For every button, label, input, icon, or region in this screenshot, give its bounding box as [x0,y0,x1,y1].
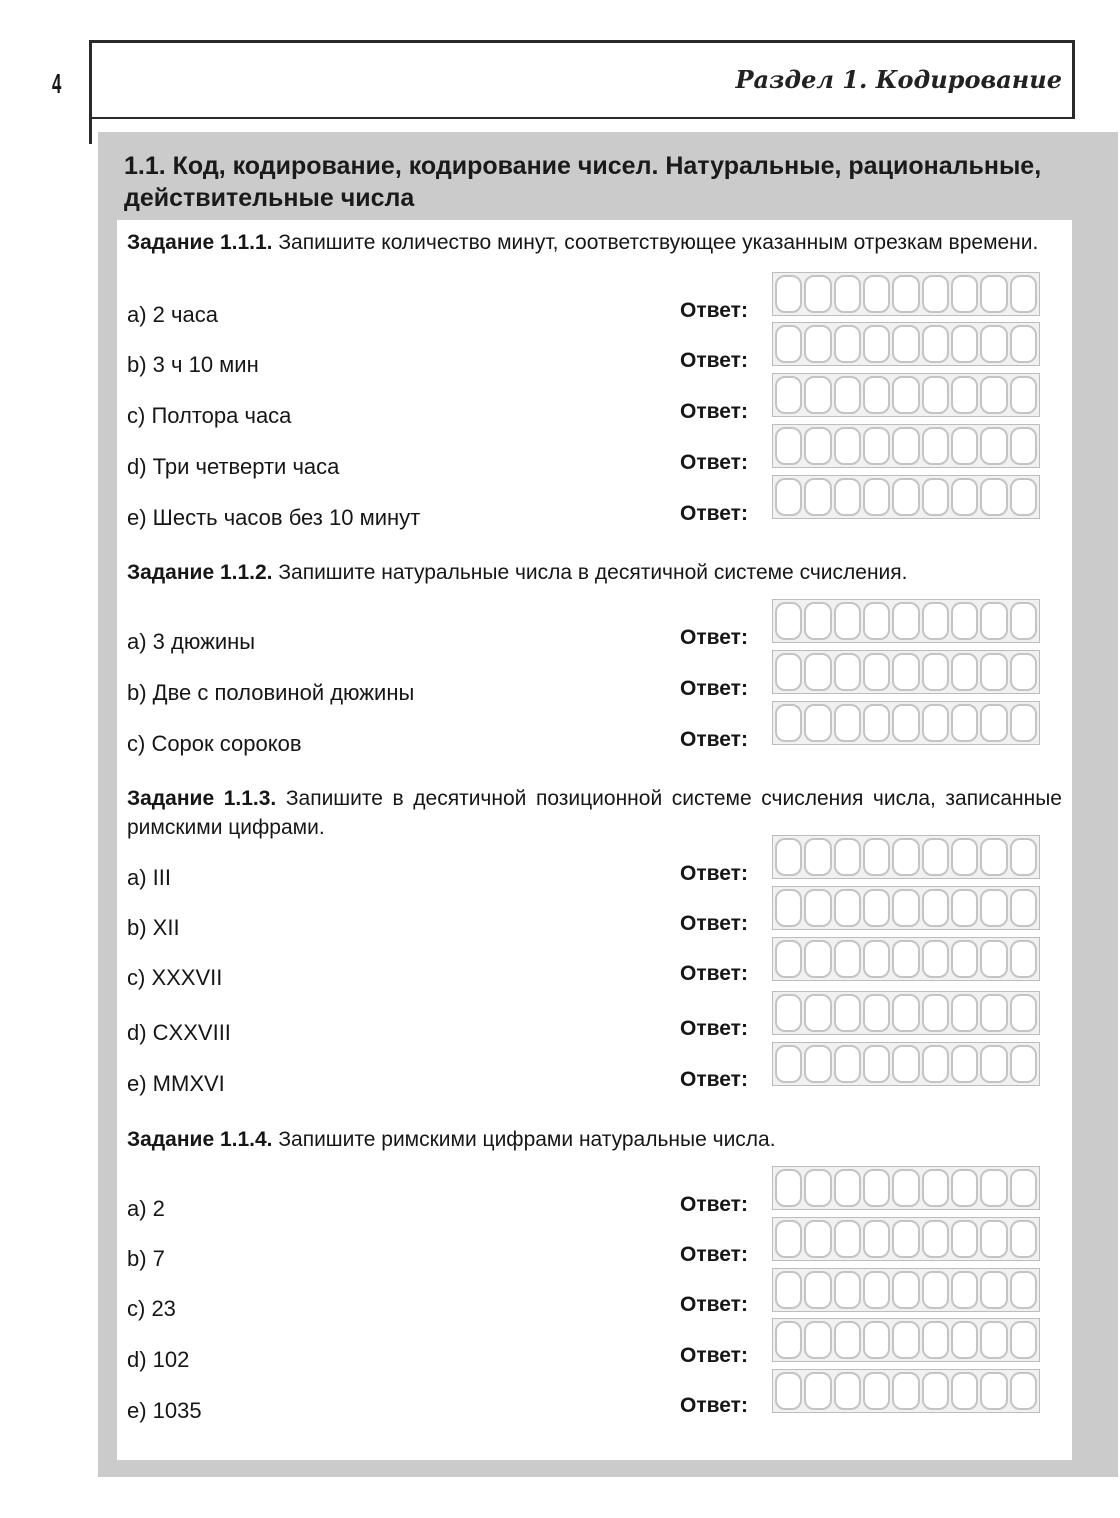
answer-cell[interactable] [1010,940,1037,978]
answer-cell[interactable] [804,889,831,927]
answer-cells[interactable] [772,1166,1040,1210]
answer-cells[interactable] [772,701,1040,745]
answer-cell[interactable] [951,889,978,927]
answer-cell[interactable] [863,1321,890,1359]
task-item: a) 3 дюжины [127,629,256,654]
task-item: a) 2 часа [127,302,218,327]
answer-cell[interactable] [834,1321,861,1359]
answer-cells[interactable] [772,835,1040,879]
task-instruction: Запишите в десятичной позиционной системе счисления числа, записанные римскими цифрами. [127,787,1062,839]
answer-cell[interactable] [980,275,1007,313]
task-number: Задание 1.1.4. [127,1128,273,1151]
answer-cell[interactable] [804,376,831,414]
answer-cells[interactable] [772,475,1040,519]
task-item: b) XII [127,915,180,940]
answer-cell[interactable] [775,1169,802,1207]
answer-cells[interactable] [772,424,1040,468]
answer-cell[interactable] [775,940,802,978]
answer-cell[interactable] [834,1220,861,1258]
answer-cell[interactable] [863,1372,890,1410]
answer-cells[interactable] [772,1318,1040,1362]
answer-cell[interactable] [775,1372,802,1410]
answer-cell[interactable] [922,325,949,363]
answer-label: Ответ: [680,1344,748,1367]
answer-cell[interactable] [922,653,949,691]
answer-cell[interactable] [1010,1169,1037,1207]
section-title: 1.1. Код, кодирование, кодирование чисел. Натуральные, рациональные, действительные числа [124,152,1042,212]
section-header-title: Раздел 1. Кодирование [735,65,1062,94]
answer-cell[interactable] [863,838,890,876]
answer-cell[interactable] [863,653,890,691]
answer-cell[interactable] [863,275,890,313]
answer-cell[interactable] [892,478,919,516]
answer-cell[interactable] [863,427,890,465]
answer-cell[interactable] [804,994,831,1032]
answer-cell[interactable] [775,275,802,313]
answer-label: Ответ: [680,502,748,525]
task-item: b) Две с половиной дюжины [127,680,415,705]
answer-label: Ответ: [680,912,748,935]
answer-label: Ответ: [680,1293,748,1316]
answer-cell[interactable] [892,427,919,465]
answer-label: Ответ: [680,400,748,423]
task-item: c) XXXVII [127,965,223,990]
answer-cell[interactable] [863,994,890,1032]
answer-cell[interactable] [804,1372,831,1410]
answer-label: Ответ: [680,962,748,985]
answer-cell[interactable] [951,1271,978,1309]
answer-cell[interactable] [804,427,831,465]
answer-cell[interactable] [951,275,978,313]
task-item: a) 2 [127,1196,165,1221]
answer-cell[interactable] [1010,1271,1037,1309]
answer-cell[interactable] [922,940,949,978]
answer-cell[interactable] [775,602,802,640]
answer-cell[interactable] [980,478,1007,516]
answer-cells[interactable] [772,1042,1040,1086]
answer-cell[interactable] [892,1372,919,1410]
page-number: 4 [52,68,62,99]
answer-cell[interactable] [951,994,978,1032]
answer-cell[interactable] [922,704,949,742]
answer-cell[interactable] [951,1321,978,1359]
answer-cell[interactable] [775,838,802,876]
answer-cell[interactable] [1010,838,1037,876]
task-heading [127,228,1062,257]
answer-cell[interactable] [951,940,978,978]
answer-cell[interactable] [863,602,890,640]
answer-cell[interactable] [892,325,919,363]
task-item: e) 1035 [127,1398,202,1423]
answer-cell[interactable] [1010,427,1037,465]
answer-cell[interactable] [775,478,802,516]
answer-cell[interactable] [1010,478,1037,516]
answer-cell[interactable] [951,1045,978,1083]
answer-label: Ответ: [680,728,748,751]
answer-cell[interactable] [775,325,802,363]
answer-cell[interactable] [804,653,831,691]
answer-cell[interactable] [804,838,831,876]
answer-cell[interactable] [804,325,831,363]
answer-cells[interactable] [772,937,1040,981]
answer-cell[interactable] [892,704,919,742]
answer-cell[interactable] [892,275,919,313]
task-item: e) MMXVI [127,1071,225,1096]
answer-cell[interactable] [834,275,861,313]
answer-cell[interactable] [834,602,861,640]
answer-cell[interactable] [775,653,802,691]
answer-cell[interactable] [863,1220,890,1258]
answer-cells[interactable] [772,886,1040,930]
answer-cell[interactable] [980,653,1007,691]
answer-cell[interactable] [892,1045,919,1083]
task-number: Задание 1.1.2. [127,561,273,584]
answer-cell[interactable] [951,376,978,414]
answer-label: Ответ: [680,451,748,474]
task-heading [127,784,1062,842]
answer-cell[interactable] [892,838,919,876]
answer-cell[interactable] [922,1271,949,1309]
answer-cell[interactable] [980,1220,1007,1258]
answer-cell[interactable] [804,602,831,640]
answer-cell[interactable] [804,1045,831,1083]
answer-cell[interactable] [892,940,919,978]
answer-cell[interactable] [892,1271,919,1309]
answer-cell[interactable] [892,1321,919,1359]
answer-cell[interactable] [834,704,861,742]
answer-cell[interactable] [922,275,949,313]
answer-cell[interactable] [951,653,978,691]
answer-cell[interactable] [951,704,978,742]
answer-cell[interactable] [834,376,861,414]
task-instruction: Запишите натуральные числа в десятичной системе счисления. [272,561,908,584]
answer-label: Ответ: [680,626,748,649]
answer-label: Ответ: [680,1394,748,1417]
answer-cell[interactable] [834,653,861,691]
answer-cell[interactable] [951,1220,978,1258]
answer-cell[interactable] [834,1271,861,1309]
answer-cell[interactable] [922,602,949,640]
answer-cell[interactable] [804,1220,831,1258]
task-item: c) 23 [127,1296,176,1321]
answer-cell[interactable] [804,704,831,742]
answer-cell[interactable] [863,1045,890,1083]
answer-cell[interactable] [834,994,861,1032]
answer-cell[interactable] [804,478,831,516]
task-instruction: Запишите количество минут, соответствующее указанным отрезкам времени. [272,231,1039,254]
task-number: Задание 1.1.1. [127,231,273,254]
answer-cell[interactable] [892,889,919,927]
answer-cell[interactable] [980,1169,1007,1207]
answer-cell[interactable] [863,1169,890,1207]
answer-cell[interactable] [834,478,861,516]
answer-cell[interactable] [804,1271,831,1309]
answer-cell[interactable] [980,325,1007,363]
task-number: Задание 1.1.3. [127,787,277,810]
answer-cell[interactable] [951,1372,978,1410]
answer-cell[interactable] [922,478,949,516]
page-header [89,40,1075,119]
task-item: b) 3 ч 10 мин [127,352,259,377]
answer-cell[interactable] [951,838,978,876]
answer-cell[interactable] [980,376,1007,414]
answer-cell[interactable] [980,940,1007,978]
answer-cell[interactable] [1010,1220,1037,1258]
answer-cell[interactable] [922,1372,949,1410]
answer-cell[interactable] [922,376,949,414]
answer-cells[interactable] [772,599,1040,643]
answer-label: Ответ: [680,1243,748,1266]
answer-cell[interactable] [1010,1045,1037,1083]
answer-cell[interactable] [775,1220,802,1258]
answer-cell[interactable] [775,1271,802,1309]
answer-cell[interactable] [951,602,978,640]
answer-cell[interactable] [863,478,890,516]
task-item: d) CXXVIII [127,1020,231,1045]
answer-cell[interactable] [775,704,802,742]
task-instruction: Запишите римскими цифрами натуральные числа. [272,1128,776,1151]
answer-cells[interactable] [772,1217,1040,1261]
answer-cells[interactable] [772,373,1040,417]
answer-cell[interactable] [834,427,861,465]
answer-cell[interactable] [922,889,949,927]
answer-cell[interactable] [1010,376,1037,414]
answer-cell[interactable] [980,994,1007,1032]
answer-label: Ответ: [680,299,748,322]
answer-cell[interactable] [922,838,949,876]
answer-cells[interactable] [772,322,1040,366]
answer-cell[interactable] [775,889,802,927]
answer-cell[interactable] [863,940,890,978]
answer-cell[interactable] [951,427,978,465]
answer-cells[interactable] [772,650,1040,694]
answer-cells[interactable] [772,1369,1040,1413]
answer-cell[interactable] [775,1321,802,1359]
answer-cell[interactable] [1010,889,1037,927]
answer-cell[interactable] [834,1045,861,1083]
answer-cell[interactable] [834,1169,861,1207]
task-item: d) Три четверти часа [127,454,340,479]
answer-cell[interactable] [1010,602,1037,640]
answer-cell[interactable] [834,838,861,876]
task-item: e) Шесть часов без 10 минут [127,505,421,530]
header-divider [89,114,92,144]
task-item: a) III [127,865,172,890]
answer-cell[interactable] [863,376,890,414]
task-item: c) Полтора часа [127,403,292,428]
task-heading [127,1125,1062,1154]
answer-cell[interactable] [980,1271,1007,1309]
answer-cell[interactable] [863,1271,890,1309]
answer-cell[interactable] [1010,275,1037,313]
answer-label: Ответ: [680,1017,748,1040]
answer-label: Ответ: [680,1193,748,1216]
answer-cell[interactable] [922,1321,949,1359]
answer-cell[interactable] [980,704,1007,742]
answer-cell[interactable] [804,1321,831,1359]
answer-cell[interactable] [892,602,919,640]
answer-cell[interactable] [892,994,919,1032]
answer-cell[interactable] [980,602,1007,640]
task-item: c) Сорок сороков [127,731,302,756]
answer-cell[interactable] [863,325,890,363]
answer-cell[interactable] [1010,994,1037,1032]
answer-cell[interactable] [1010,1372,1037,1410]
answer-cell[interactable] [863,704,890,742]
answer-cell[interactable] [980,427,1007,465]
answer-label: Ответ: [680,349,748,372]
answer-cell[interactable] [980,889,1007,927]
answer-cells[interactable] [772,991,1040,1035]
answer-cell[interactable] [1010,704,1037,742]
answer-cell[interactable] [804,275,831,313]
answer-cell[interactable] [775,1045,802,1083]
answer-cell[interactable] [922,1220,949,1258]
answer-cell[interactable] [1010,653,1037,691]
answer-cell[interactable] [980,1321,1007,1359]
answer-cell[interactable] [775,994,802,1032]
task-item: d) 102 [127,1347,190,1372]
answer-cell[interactable] [834,940,861,978]
answer-cell[interactable] [892,1169,919,1207]
answer-cell[interactable] [834,889,861,927]
answer-cell[interactable] [951,478,978,516]
answer-cell[interactable] [922,1169,949,1207]
answer-cells[interactable] [772,1268,1040,1312]
answer-label: Ответ: [680,1068,748,1091]
answer-cell[interactable] [922,994,949,1032]
answer-cell[interactable] [804,940,831,978]
answer-cell[interactable] [980,1372,1007,1410]
answer-cell[interactable] [922,1045,949,1083]
task-item: b) 7 [127,1246,165,1271]
answer-label: Ответ: [680,677,748,700]
answer-cell[interactable] [892,376,919,414]
answer-cell[interactable] [1010,325,1037,363]
answer-cells[interactable] [772,272,1040,316]
answer-label: Ответ: [680,862,748,885]
answer-cell[interactable] [980,1045,1007,1083]
answer-cell[interactable] [980,838,1007,876]
answer-cell[interactable] [951,325,978,363]
answer-cell[interactable] [892,653,919,691]
answer-cell[interactable] [892,1220,919,1258]
answer-cell[interactable] [804,1169,831,1207]
answer-cell[interactable] [834,1372,861,1410]
answer-cell[interactable] [1010,1321,1037,1359]
answer-cell[interactable] [951,1169,978,1207]
answer-cell[interactable] [922,427,949,465]
answer-cell[interactable] [775,376,802,414]
answer-cell[interactable] [863,889,890,927]
task-heading [127,558,1062,587]
answer-cell[interactable] [834,325,861,363]
answer-cell[interactable] [775,427,802,465]
